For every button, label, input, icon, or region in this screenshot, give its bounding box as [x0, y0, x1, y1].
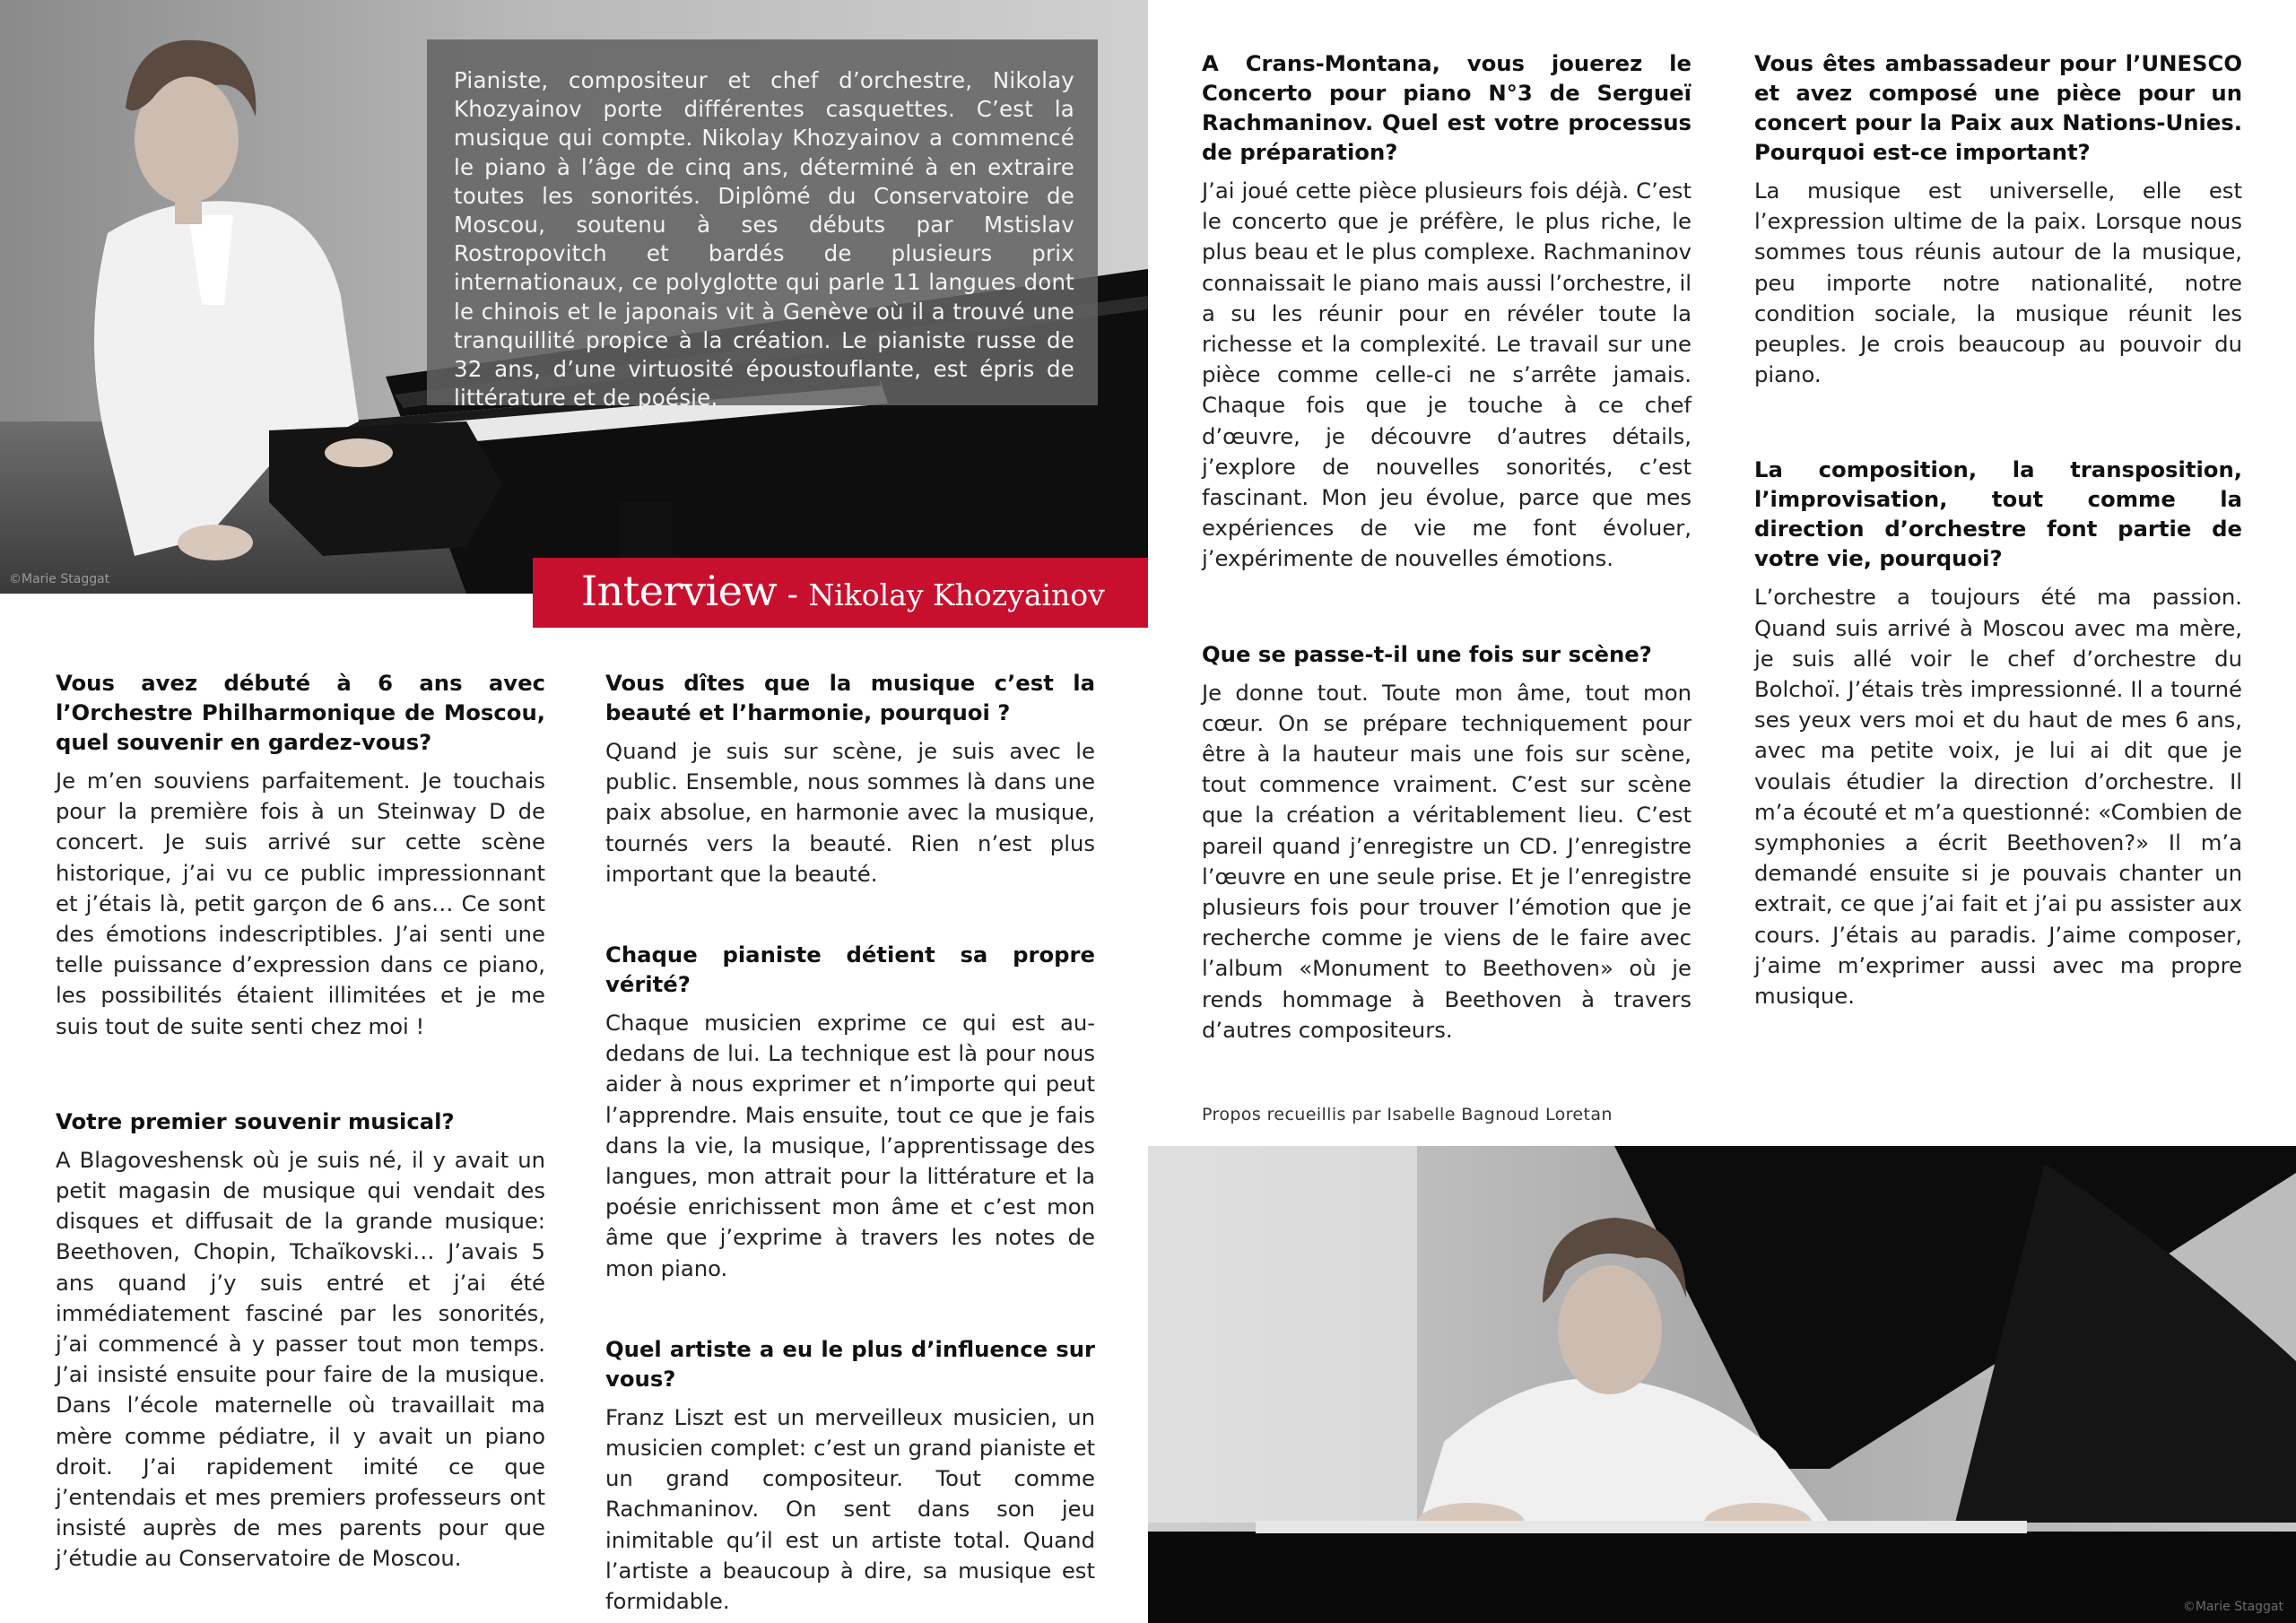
question: Vous dîtes que la musique c’est la beauté et l’harmonie, pourquoi ? [605, 670, 1095, 725]
question: Que se passe-t-il une fois sur scène? [1202, 640, 1652, 667]
banner-title: Interview [581, 567, 778, 615]
answer: J’ai joué cette pièce plusieurs fois déjà. C’est le concerto que je préfère, le plus riche, le plus beau et le plus complexe. Rachmaninov connaissait le piano mais aussi l’orchestre, il a su les réunir pour en révéler toute la richesse et la complexité. Le travail sur une pièce comme celle-ci ne s’arrête jamais. Chaque fois que je touche à ce chef d’œuvre, je découvre d’autres détails, j’explore de nouvelles sonorités, c’est fascinant. Mon jeu évolue, parce que mes expériences de vie me font évoluer, j’expérimente de nouvelles émotions. [1202, 178, 1692, 572]
question: La composition, la transposition, l’improvisation, tout comme la direction d’orchestre font partie de votre vie, pourquoi? [1754, 456, 2242, 572]
column-1 [56, 668, 545, 1575]
question: Chaque pianiste détient sa propre vérité? [605, 942, 1095, 998]
intro-text: Pianiste, compositeur et chef d’orchestre, Nikolay Khozyainov porte différentes casquettes. C’est la musique qui compte. Nikolay Khozyainov a commencé le piano à l’âge de cinq ans, déterminé à en extraire toutes les sonorités. Diplômé du Conservatoire de Moscou, soutenu à ses débuts par Mstislav Rostropovitch et bardés de plusieurs prix internationaux, ce polyglotte qui parle 11 langues dont le chinois et le japonais vit à Genève où il a trouvé une tranquillité propice à la création. Le pianiste russe de 32 ans, d’une virtuosité époustouflante, est épris de littérature et de poésie. [454, 67, 1074, 412]
column-4 [1754, 48, 2242, 1011]
photo-credit-top: ©Marie Staggat [9, 572, 110, 586]
banner-dash: - [777, 577, 809, 613]
question: Quel artiste a eu le plus d’influence sur vous? [605, 1335, 1095, 1392]
byline: Propos recueillis par Isabelle Bagnoud Loretan [1202, 1105, 1613, 1124]
answer: Franz Liszt est un merveilleux musicien, un musicien complet: c’est un grand pianiste et un grand compositeur. Tout comme Rachmaninov. On sent dans son jeu inimitable qu’il est un artiste total. Quand l’artiste a beaucoup à dire, sa musique est formidable. [605, 1403, 1095, 1615]
interview-banner [533, 558, 1148, 628]
answer: La musique est universelle, elle est l’expression ultime de la paix. Lorsque nous sommes tous réunis autour de la musique, peu importe notre nationalité, notre condition sociale, la musique réunit les peuples. Je crois beaucoup au pouvoir du piano. [1754, 178, 2242, 388]
answer: Je donne tout. Toute mon âme, tout mon cœur. On se prépare techniquement pour être à la hauteur mais une fois sur scène, tout commence vraiment. C’est sur scène que la création a véritablement lieu. C’est pareil quand j’enregistre un CD. J’enregistre l’œuvre en une seule prise. Et je l’enregistre plusieurs fois pour trouver l’émotion que je recherche comme je viens de le faire avec l’album «Monument to Beethoven» où je rends hommage à Beethoven à travers d’autres compositeurs. [1202, 679, 1692, 1043]
pianist-at-piano-photo [1148, 1146, 2296, 1623]
column-2 [605, 668, 1095, 1617]
answer: A Blagoveshensk où je suis né, il y avait un petit magasin de musique qui vendait des disques et diffusait de la grande musique: Beethoven, Chopin, Tchaïkovski… J’avais 5 ans quand j’y suis entré et j’ai été immédiatement fasciné par les sonorités, j’ai commencé à y passer tout mon temps. J’ai insisté ensuite pour faire de la musique. Dans l’école maternelle où travaillait ma mère comme pédiatre, il y avait un piano droit. J’ai rapidement imité ce que j’entendais et mes premiers professeurs ont insisté auprès de mes parents pour que j’étudie au Conservatoire de Moscou. [56, 1146, 545, 1572]
question: Vous êtes ambassadeur pour l’UNESCO et avez composé une pièce pour un concert pour la Paix aux Nations-Unies. Pourquoi est-ce important? [1754, 50, 2242, 165]
answer: Je m’en souviens parfaitement. Je touchais pour la première fois à un Steinway D de concert. Je suis arrivé sur cette scène historique, j’ai vu ce public impressionnant et j’étais là, petit garçon de 6 ans… Ce sont des émotions indescriptibles. J’ai senti une telle puissance d’expression dans ce piano, les possibilités étaient illimitées et je me suis tout de suite senti chez moi ! [56, 768, 545, 1039]
banner-name: Nikolay Khozyainov [808, 577, 1105, 612]
answer: L’orchestre a toujours été ma passion. Quand suis arrivé à Moscou avec ma mère, je suis allé voir le chef d’orchestre du Bolchoï. J’étais très impressionné. Il a tourné ses yeux vers moi et du haut de mes 6 ans, avec ma petite voix, je lui ai dit que je voulais étudier la direction d’orchestre. Il m’a écouté et m’a questionné: «Combien de symphonies a écrit Beethoven?» Il m’a demandé ensuite si je pouvais chanter un extrait, ce que j’ai fait et j’ai pu assister aux cours. J’étais au paradis. J’aime composer, j’aime m’exprimer aussi avec ma propre musique. [1754, 584, 2242, 1010]
intro-box [427, 39, 1098, 412]
question: Votre premier souvenir musical? [56, 1107, 455, 1134]
column-3 [1202, 48, 1692, 1046]
answer: Chaque musicien exprime ce qui est au-dedans de lui. La technique est là pour nous aider à nous exprimer et n’importe qui peut l’apprendre. Mais ensuite, tout ce que je fais dans la vie, la musique, l’apprentissage des langues, mon attrait pour la littérature et la poésie enrichissent mon âme et c’est mon âme que j’exprime à travers les notes de mon piano. [605, 1010, 1095, 1281]
answer: Quand je suis sur scène, je suis avec le public. Ensemble, nous sommes là dans une paix absolue, en harmonie avec la musique, tournés vers la beauté. Rien n’est plus important que la beauté. [605, 738, 1095, 887]
question: Vous avez débuté à 6 ans avec l’Orchestre Philharmonique de Moscou, quel souvenir en gardez-vous? [56, 670, 545, 755]
photo-credit-bottom: ©Marie Staggat [2182, 1600, 2283, 1614]
question: A Crans-Montana, vous jouerez le Concerto pour piano N°3 de Sergueï Rachmaninov. Quel est votre processus de préparation? [1202, 50, 1692, 165]
